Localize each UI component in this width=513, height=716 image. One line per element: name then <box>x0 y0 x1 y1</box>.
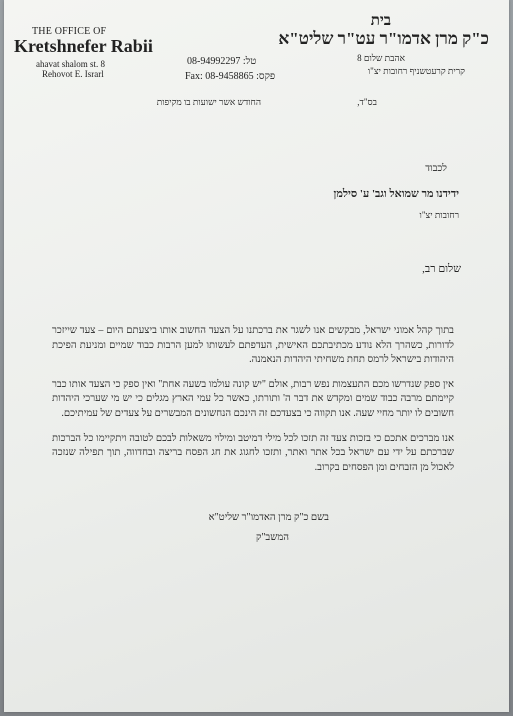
recipient-salutation: לכבוד <box>425 163 447 174</box>
bsd-mark: בס"ד, <box>357 97 377 107</box>
recipient-city: רחובות יצ"ו <box>419 210 459 220</box>
letterhead-english-name: Kretshnefer Rabii <box>14 36 153 56</box>
greeting: שלום רב, <box>422 263 461 275</box>
body-paragraph: אנו מברכים אתכם כי בזכות צעד זה תזכו לכל מילי דמיטב ומילוי משאלות לבכם לטובה ויתקיימו כל הברכות שברכתם על ידי עם ישראל בכל אתר ואתר, ותזכו לחגוג את חג הפסח בריצה ובחדווה, תוך תפילה שנזכה לאכול מן הזבחים ומן הפסחים בקרוב. <box>52 432 454 473</box>
letterhead-city: Rehovot E. Israrl <box>42 69 104 79</box>
letterhead-hebrew-beit: בית <box>370 13 391 29</box>
body-paragraph: בתוך קהל אמוני ישראל, מבקשים אנו לשגר את ברכתנו על הצעד החשוב אותו ביצעתם היום – צעד שייזכר לדורות, כשהרך הלא נודע מכתיבתכם האישית, העדפתם לעשותו למען הרבות כבוד שמיים ומניעת הפיכת היהודות בישראל לרמס תחת משחיתי היהדות הנאמנה. <box>52 325 454 366</box>
body-paragraph: אין ספק שנדרשו מכם התעצמות נפש רבות, אולם "יש קונה עולמו בשעה אחת" ואין ספק כי הצעד אותו כבר קיימתם מרבה כבוד שמים ומקדש את דבר ה' ותורתו, כאשר כל עמי הארץ מגלים כי יש מי שערכי היהדות חשובים לו יותר מחיי שעה. אנו תקווה כי בצעדכם זה הינכם הנחשונים המבשרים על צעדים של עמיתיכם. <box>52 378 454 419</box>
letterhead-street: ahavat shalom st. 8 <box>36 59 105 69</box>
letterhead-office-of: THE OFFICE OF <box>32 26 107 37</box>
letter-body <box>52 324 454 485</box>
letterhead-hebrew-title: כ"ק מרן אדמו"ר עט"ר שליט"א <box>278 29 489 48</box>
letterhead-hebrew-kiryat: קרית קרעטשניף רחובות יצ"ו <box>367 66 465 76</box>
letter-page <box>4 0 509 712</box>
recipient-name: ידידנו מר שמואל וגב' ע' סילמן <box>333 188 459 200</box>
signature-line: בשם כ"ק מרן האדמו"ר שליט"א <box>208 512 329 523</box>
letterhead-hebrew-address: אהבת שלום 8 <box>357 53 405 63</box>
signature-title: המשב"ק <box>255 532 289 543</box>
date-line: החודש אשר ישועות בו מקיפות <box>156 97 261 107</box>
fax-number: Fax: 08-9458865 :פקס <box>185 71 276 82</box>
phone-number: טל: 08-94992297 <box>187 56 257 67</box>
